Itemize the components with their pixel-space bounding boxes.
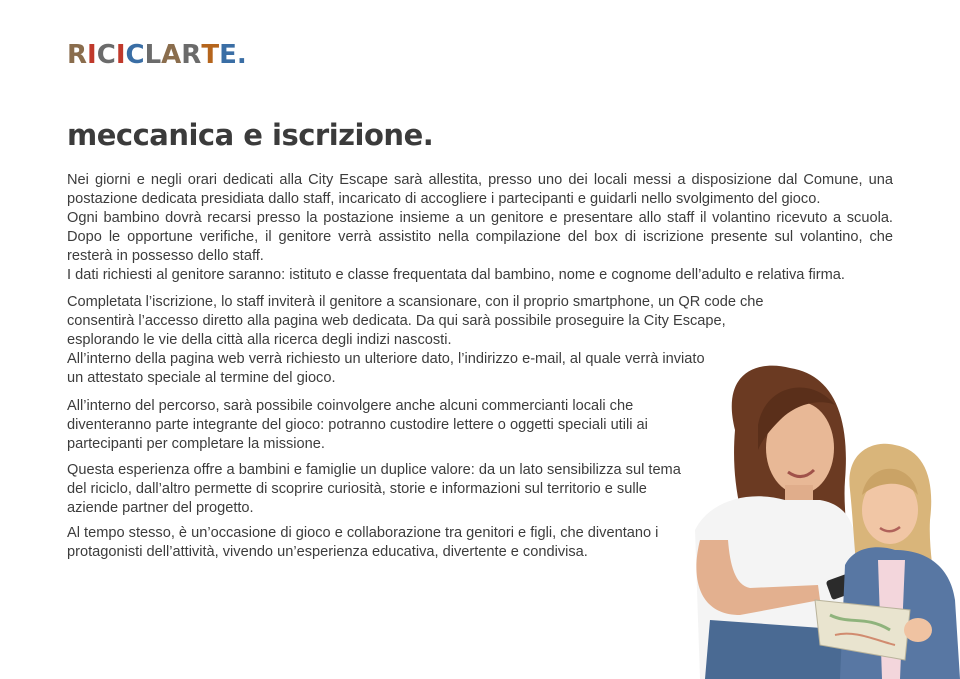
logo-letter: A (161, 40, 182, 70)
paragraph-play: Al tempo stesso, è un’occasione di gioco e collaborazione tra genitori e figli, che diventano i protagonisti dell’attività, vivendo un’esperienza educativa, divertente e condivisa. (67, 525, 659, 561)
logo-letter: C (125, 40, 145, 70)
paragraph-value: Questa esperienza offre a bambini e famiglie un duplice valore: da un lato sensibilizza sul tema del riciclo, dall’altro permette di scoprire curiosità, storie e informazioni sul territorio e sulle aziende partner del progetto. (67, 461, 681, 516)
logo-letter: I (115, 40, 126, 70)
paragraph-data-required: I dati richiesti al genitore saranno: istituto e classe frequentata dal bambino, nome e cognome dell’adulto e relativa firma. (67, 266, 845, 283)
logo-letter: T (201, 40, 220, 70)
paragraph-merchants: All’interno del percorso, sarà possibile coinvolgere anche alcuni commercianti locali che diventeranno parte integrante del gioco: potranno custodire lettere o oggetti speciali utili ai partecipanti per completare la missione. (67, 397, 648, 452)
paragraph-station: Nei giorni e negli orari dedicati alla City Escape sarà allestita, presso uno dei locali messi a disposizione dal Comune, una postazione dedicata presidiata dallo staff, incaricato di accogliere i partecipanti e guidarli nello svolgimento del gioco. (67, 172, 893, 207)
logo-letter: E (219, 40, 237, 70)
logo-letter: . (236, 40, 247, 70)
logo-letter: R (181, 40, 202, 70)
logo-letter: I (87, 40, 97, 70)
logo-letter: L (144, 40, 162, 70)
page-title: meccanica e iscrizione. (67, 118, 434, 152)
logo-letter: R (67, 40, 88, 70)
paragraph-qr-code: Completata l’iscrizione, lo staff inviterà il genitore a scansionare, con il proprio smartphone, un QR code che consentirà l’accesso diretto alla pagina web dedicata. Da qui sarà possibile proseguire la City Escape, esplorando le vie della città alla ricerca degli indizi nascosti. (67, 294, 764, 349)
logo-letter: C (96, 40, 116, 70)
mother-daughter-photo (650, 330, 960, 679)
paragraph-registration: Ogni bambino dovrà recarsi presso la postazione insieme a un genitore e presentare allo staff il volantino ricevuto a scuola. Dopo le opportune verifiche, il genitore verrà assistito nella compilazione del box di iscrizione presente sul volantino, che resterà in possesso dello staff. (67, 209, 893, 264)
brand-logo (67, 36, 247, 68)
paragraph-email: All’interno della pagina web verrà richiesto un ulteriore dato, l’indirizzo e-mail, al quale verrà inviato un attestato speciale al termine del gioco. (67, 351, 705, 387)
